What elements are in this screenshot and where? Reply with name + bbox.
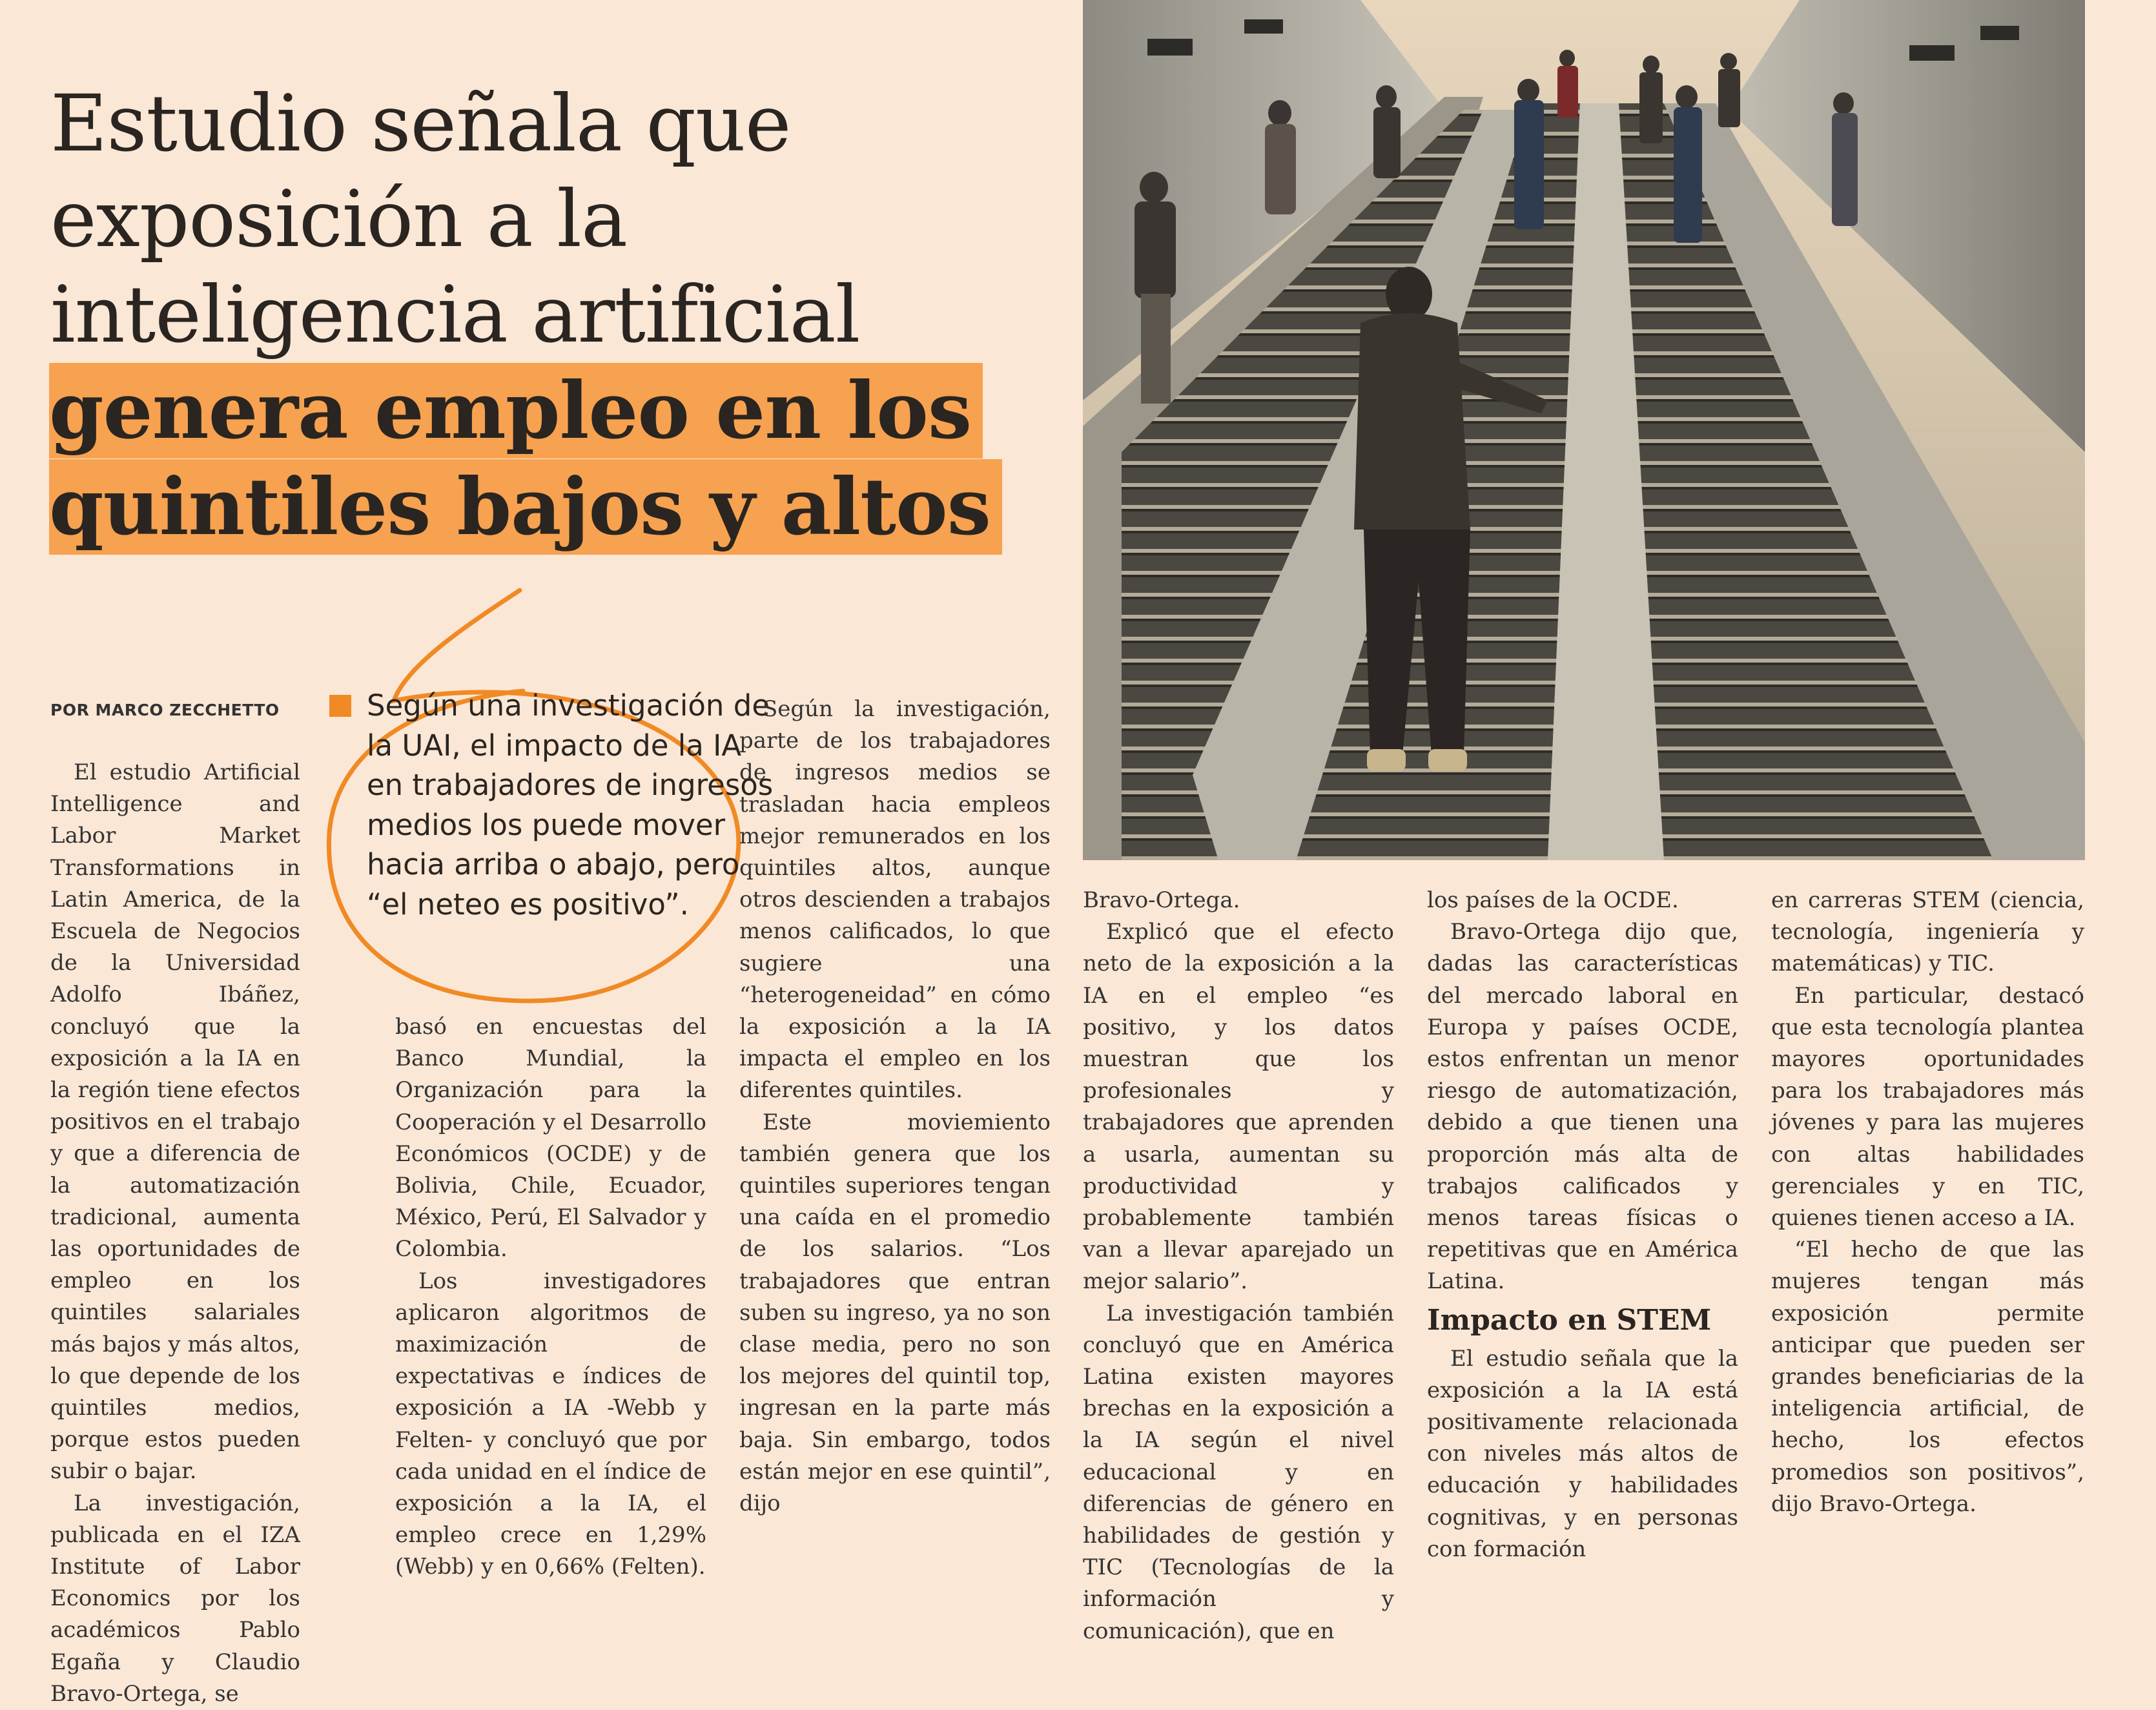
headline bbox=[50, 76, 1006, 555]
column-6-paragraph-2: En particular, destacó que esta tecnología plantea mayores oportunidades para los trabajadores más jóvenes y para las mujeres con altas habilidades gerenciales y en TIC, quienes tienen acceso a IA. bbox=[1771, 982, 2084, 1231]
column-1-paragraph-1: El estudio Artificial Intelligence and Labor Market Transformations in Latin America, de la Escuela de Negocios de la Universidad Adolfo Ibáñez, concluyó que la exposición a la IA en la región tiene efectos positivos en el trabajo y que a diferencia de la automatización tradicional, aumenta las oportunidades de empleo en los quintiles salariales más bajos y más altos, lo que depende de los quintiles medios, porque estos pueden subir o bajar. bbox=[50, 759, 300, 1485]
column-5-paragraph-1: los países de la OCDE. bbox=[1427, 887, 1679, 913]
byline: POR MARCO ZECCHETTO bbox=[50, 701, 280, 719]
headline-highlight-line-5: quintiles bajos y altos bbox=[49, 459, 1002, 555]
headline-line-3: inteligencia artificial bbox=[50, 269, 860, 360]
column-2-paragraph-2: Los investigadores aplicaron algoritmos de maximización de expectativas e índices de exposición a IA -Webb y Felten- y concluyó que por cada unidad en el índice de exposición a la IA, el empleo crece en 1,29% (Webb) y en 0,66% (Felten). bbox=[395, 1268, 706, 1580]
column-4-paragraph-2: Explicó que el efecto neto de la exposición a la IA en el empleo “es positivo, y los datos muestran que los profesionales y trabajadores que aprenden a usarla, aumentan su productividad y probablemente también van a llevar aparejado un mejor salario”. bbox=[1083, 919, 1394, 1295]
column-3-paragraph-1: Según la investigación, parte de los trabajadores de ingresos medios se trasladan hacia empleos mejor remunerados en los quintiles altos, aunque otros descienden a trabajos menos calificados, lo que sugiere una “heterogeneidad” en cómo la exposición a la IA impacta el empleo en los diferentes quintiles. bbox=[739, 696, 1051, 1104]
subhead-impacto-en-stem: Impacto en STEM bbox=[1427, 1303, 1712, 1337]
column-5-paragraph-2: Bravo-Ortega dijo que, dadas las características del mercado laboral en Europa y países OCDE, estos enfrentan un menor riesgo de automatización, debido a que tienen una proporción más alta de trabajos calificados y menos tareas físicas o repetitivas que en América Latina. bbox=[1427, 919, 1738, 1295]
column-1 bbox=[50, 757, 300, 1710]
column-4-paragraph-3: La investigación también concluyó que en América Latina existen mayores brechas en la exposición a la IA según el nivel educacional y en diferencias de género en habilidades de gestión y TIC (Tecnologías de la información y comunicación), que en bbox=[1083, 1300, 1394, 1644]
column-6-paragraph-3: “El hecho de que las mujeres tengan más exposición permite anticipar que pueden ser grandes beneficiarias de la inteligencia artificial, de hecho, los efectos promedios son positivos”, dijo Bravo-Ortega. bbox=[1771, 1237, 2084, 1517]
pull-quote-text: Según una investigación de la UAI, el impacto de la IA en trabajadores de ingresos medios los puede mover hacia arriba o abajo, pero “el neteo es positivo”. bbox=[367, 688, 774, 922]
column-6-paragraph-1: en carreras STEM (ciencia, tecnología, ingeniería y matemáticas) y TIC. bbox=[1771, 887, 2084, 977]
column-3 bbox=[739, 694, 1051, 1519]
column-2 bbox=[395, 1011, 706, 1583]
column-6 bbox=[1771, 885, 2084, 1520]
column-4 bbox=[1083, 885, 1394, 1647]
column-4-paragraph-1: Bravo-Ortega. bbox=[1083, 887, 1240, 913]
column-3-paragraph-2: Este moviemiento también genera que los quintiles superiores tengan una caída en el promedio de los salarios. “Los trabajadores que entran suben su ingreso, ya no son clase media, pero no son los mejores del quintil top, ingresan en la parte más baja. Sin embargo, todos están mejor en ese quintil”, dijo bbox=[739, 1109, 1051, 1517]
column-5 bbox=[1427, 885, 1738, 1565]
orange-square-bullet bbox=[329, 695, 351, 717]
headline-line-2: exposición a la bbox=[50, 174, 628, 265]
column-1-paragraph-2: La investigación, publicada en el IZA Institute of Labor Economics por los académicos Pablo Egaña y Claudio Bravo-Ortega, se bbox=[50, 1490, 300, 1707]
escalator-photo bbox=[1083, 0, 2085, 860]
pull-quote bbox=[367, 686, 780, 924]
headline-highlight-line-4: genera empleo en los bbox=[49, 363, 983, 458]
column-5-paragraph-3: El estudio señala que la exposición a la IA está positivamente relacionada con niveles más altos de educación y habilidades cognitivas, y en personas con formación bbox=[1427, 1345, 1738, 1562]
headline-line-1: Estudio señala que bbox=[50, 78, 791, 169]
column-2-paragraph-1: basó en encuestas del Banco Mundial, la Organización para la Cooperación y el Desarrollo Económicos (OCDE) y de Bolivia, Chile, Ecuador, México, Perú, El Salvador y Colombia. bbox=[395, 1014, 706, 1262]
